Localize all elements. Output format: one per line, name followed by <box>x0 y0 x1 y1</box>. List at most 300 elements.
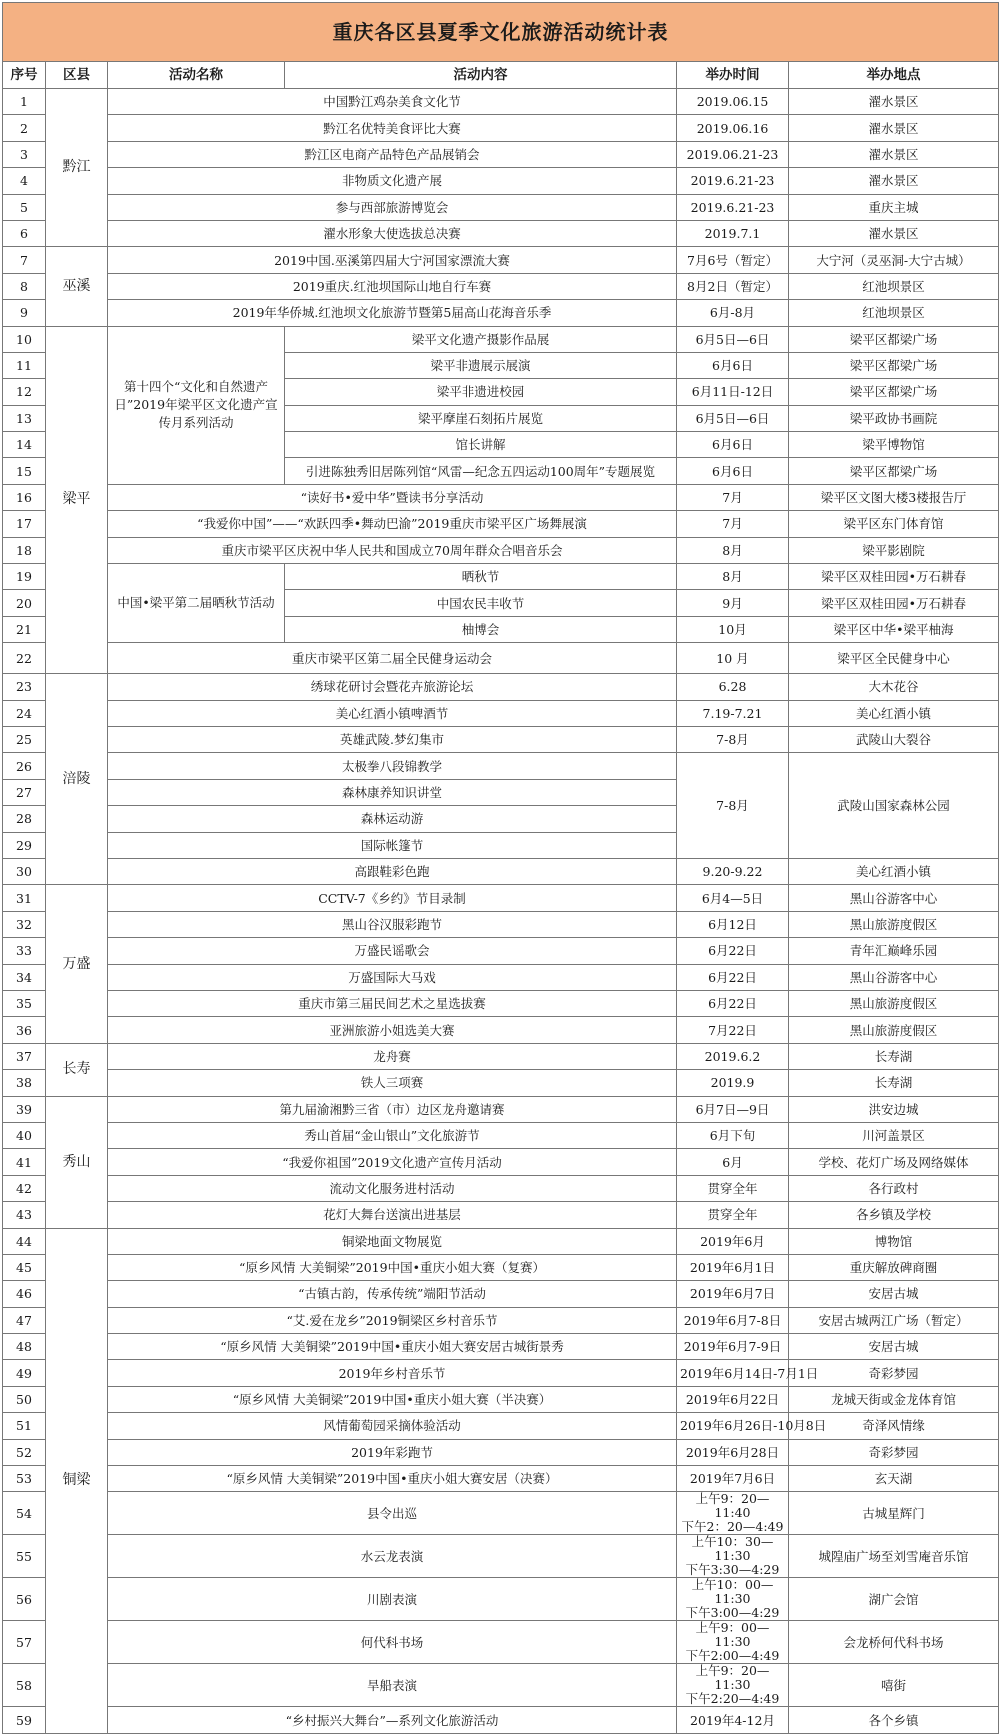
activity-time: 9月 <box>677 590 789 616</box>
activity-place: 长寿湖 <box>789 1070 999 1096</box>
activity-content: 何代科书场 <box>108 1621 677 1664</box>
table-title: 重庆各区县夏季文化旅游活动统计表 <box>3 3 999 62</box>
activity-place: 各乡镇及学校 <box>789 1202 999 1228</box>
activity-content: 流动文化服务进村活动 <box>108 1175 677 1201</box>
activity-place: 武陵山国家森林公园 <box>789 753 999 859</box>
row-number: 24 <box>3 700 46 726</box>
row-number: 46 <box>3 1281 46 1307</box>
activity-place: 玄天湖 <box>789 1466 999 1492</box>
activity-place: 梁平博物馆 <box>789 432 999 458</box>
activity-time: 7-8月 <box>677 726 789 752</box>
table-row <box>3 1254 999 1280</box>
table-row <box>3 1439 999 1465</box>
district-changshou: 长寿 <box>46 1043 108 1096</box>
activity-place: 川河盖景区 <box>789 1122 999 1148</box>
table-row <box>3 115 999 141</box>
activity-place: 长寿湖 <box>789 1043 999 1069</box>
table-row <box>3 1175 999 1201</box>
activity-place: 黑山旅游度假区 <box>789 991 999 1017</box>
row-number: 31 <box>3 885 46 911</box>
activity-content: 柚博会 <box>285 616 677 642</box>
activity-place: 安居古城两江广场（暂定） <box>789 1307 999 1333</box>
activity-time: 2019年6月22日 <box>677 1386 789 1412</box>
row-number: 33 <box>3 938 46 964</box>
activity-time: 2019年6月7-8日 <box>677 1307 789 1333</box>
activity-time: 2019年6月7日 <box>677 1281 789 1307</box>
activity-time: 10 月 <box>677 643 789 674</box>
activity-content: 重庆市梁平区第二届全民健身运动会 <box>108 643 677 674</box>
activity-content: 重庆市第三届民间艺术之星选拔赛 <box>108 991 677 1017</box>
activity-place: 龙城天街或金龙体育馆 <box>789 1386 999 1412</box>
header-name: 活动名称 <box>108 62 285 89</box>
activity-time: 7月 <box>677 484 789 510</box>
table-row <box>3 141 999 167</box>
row-number: 52 <box>3 1439 46 1465</box>
activity-content: 参与西部旅游博览会 <box>108 194 677 220</box>
activity-place: 濯水景区 <box>789 141 999 167</box>
activity-time: 2019年6月28日 <box>677 1439 789 1465</box>
row-number: 54 <box>3 1492 46 1535</box>
table-row <box>3 911 999 937</box>
row-number: 16 <box>3 484 46 510</box>
activity-place: 红池坝景区 <box>789 273 999 299</box>
activity-place: 濯水景区 <box>789 168 999 194</box>
activity-content: 龙舟赛 <box>108 1043 677 1069</box>
table-row <box>3 1707 999 1733</box>
activity-place: 重庆主城 <box>789 194 999 220</box>
activity-place: 湖广会馆 <box>789 1578 999 1621</box>
activity-content: 县令出巡 <box>108 1492 677 1535</box>
table-row <box>3 1122 999 1148</box>
activity-time: 6月下旬 <box>677 1122 789 1148</box>
activity-place: 重庆解放碑商圈 <box>789 1254 999 1280</box>
table-row <box>3 674 999 700</box>
row-number: 5 <box>3 194 46 220</box>
row-number: 42 <box>3 1175 46 1201</box>
activity-place: 博物馆 <box>789 1228 999 1254</box>
table-row <box>3 1360 999 1386</box>
row-number: 56 <box>3 1578 46 1621</box>
activity-group-name: 第十四个“文化和自然遗产日”2019年梁平区文化遗产宣传月系列活动 <box>108 326 285 484</box>
activity-time: 2019年4-12月 <box>677 1707 789 1733</box>
activity-place: 奇泽风情缘 <box>789 1413 999 1439</box>
activity-time: 6.28 <box>677 674 789 700</box>
table-row <box>3 220 999 246</box>
table-row <box>3 273 999 299</box>
row-number: 43 <box>3 1202 46 1228</box>
activity-time: 8月2日（暂定） <box>677 273 789 299</box>
activity-time <box>677 1578 789 1621</box>
activity-place: 黑山旅游度假区 <box>789 1017 999 1043</box>
activity-content: 国际帐篷节 <box>108 832 677 858</box>
time-afternoon: 下午2:20—4:49 <box>685 1691 780 1707</box>
activity-time: 6月22日 <box>677 938 789 964</box>
table-row <box>3 1413 999 1439</box>
row-number: 13 <box>3 405 46 431</box>
activity-time: 7-8月 <box>677 753 789 859</box>
table-row <box>3 1492 999 1535</box>
row-number: 23 <box>3 674 46 700</box>
activity-place: 梁平区中华•梁平柚海 <box>789 616 999 642</box>
activity-time <box>677 1492 789 1535</box>
activity-time <box>677 1621 789 1664</box>
activity-time: 2019.7.1 <box>677 220 789 246</box>
activity-time: 2019.06.15 <box>677 89 789 115</box>
activity-time: 6月6日 <box>677 432 789 458</box>
activity-time: 10月 <box>677 616 789 642</box>
time-morning: 上午9：20—11:40 <box>695 1491 770 1521</box>
activity-place: 梁平影剧院 <box>789 537 999 563</box>
row-number: 49 <box>3 1360 46 1386</box>
district-wansheng: 万盛 <box>46 885 108 1043</box>
table-row <box>3 1334 999 1360</box>
activity-time: 2019年6月1日 <box>677 1254 789 1280</box>
activity-place: 梁平区都梁广场 <box>789 458 999 484</box>
activity-content: 梁平摩崖石刻拓片展览 <box>285 405 677 431</box>
row-number: 39 <box>3 1096 46 1122</box>
activity-content: 川剧表演 <box>108 1578 677 1621</box>
activity-place: 各行政村 <box>789 1175 999 1201</box>
activity-time: 6月6日 <box>677 458 789 484</box>
table-row <box>3 1017 999 1043</box>
table-row <box>3 168 999 194</box>
table-row <box>3 326 999 352</box>
time-morning: 上午10：00—11:30 <box>691 1577 774 1607</box>
activity-place: 大木花谷 <box>789 674 999 700</box>
activity-place: 濯水景区 <box>789 89 999 115</box>
activity-content: 铜梁地面文物展览 <box>108 1228 677 1254</box>
district-qianjiang: 黔江 <box>46 89 108 247</box>
activity-place: 梁平区都梁广场 <box>789 379 999 405</box>
header-no: 序号 <box>3 62 46 89</box>
row-number: 28 <box>3 806 46 832</box>
activity-content: 2019年乡村音乐节 <box>108 1360 677 1386</box>
activity-place: 濯水景区 <box>789 220 999 246</box>
activity-content: 中国农民丰收节 <box>285 590 677 616</box>
row-number: 22 <box>3 643 46 674</box>
row-number: 18 <box>3 537 46 563</box>
activity-place: 武陵山大裂谷 <box>789 726 999 752</box>
activity-time: 2019.9 <box>677 1070 789 1096</box>
activity-time: 2019年6月26日-10月8日 <box>677 1413 789 1439</box>
activity-place: 梁平区双桂田园•万石耕春 <box>789 564 999 590</box>
activity-place: 洪安边城 <box>789 1096 999 1122</box>
table-row <box>3 1202 999 1228</box>
activity-time: 6月5日—6日 <box>677 405 789 431</box>
activity-content: 高跟鞋彩色跑 <box>108 858 677 885</box>
row-number: 38 <box>3 1070 46 1096</box>
activity-content: 美心红酒小镇啤酒节 <box>108 700 677 726</box>
activity-time: 6月22日 <box>677 964 789 990</box>
time-morning: 上午9：20—11:30 <box>695 1663 770 1693</box>
activity-content: “古镇古韵，传承传统”端阳节活动 <box>108 1281 677 1307</box>
table-row <box>3 885 999 911</box>
activity-content: “乡村振兴大舞台”—系列文化旅游活动 <box>108 1707 677 1733</box>
activity-content: 馆长讲解 <box>285 432 677 458</box>
activity-content: 2019年华侨城.红池坝文化旅游节暨第5届高山花海音乐季 <box>108 300 677 326</box>
activity-time: 2019年6月7-9日 <box>677 1334 789 1360</box>
activity-group-name: 中国•梁平第二届晒秋节活动 <box>108 564 285 643</box>
row-number: 20 <box>3 590 46 616</box>
row-number: 17 <box>3 511 46 537</box>
table-row <box>3 858 999 885</box>
row-number: 10 <box>3 326 46 352</box>
activity-place: 濯水景区 <box>789 115 999 141</box>
row-number: 50 <box>3 1386 46 1412</box>
row-number: 59 <box>3 1707 46 1733</box>
activity-time: 7.19-7.21 <box>677 700 789 726</box>
activity-content: “原乡风情 大美铜梁”2019中国•重庆小姐大赛（复赛） <box>108 1254 677 1280</box>
activity-content: 濯水形象大使选拔总决赛 <box>108 220 677 246</box>
activity-content: “我爱你中国”——“欢跃四季•舞动巴渝”2019重庆市梁平区广场舞展演 <box>108 511 677 537</box>
row-number: 2 <box>3 115 46 141</box>
table-row <box>3 247 999 273</box>
activity-content: CCTV-7《乡约》节目录制 <box>108 885 677 911</box>
activity-time: 2019.6.2 <box>677 1043 789 1069</box>
table-row <box>3 991 999 1017</box>
activity-place: 嘻街 <box>789 1664 999 1707</box>
activity-content: 梁平非遗展示展演 <box>285 352 677 378</box>
table-row <box>3 700 999 726</box>
table-row <box>3 89 999 115</box>
activity-content: 引进陈独秀旧居陈列馆“风雷—纪念五四运动100周年”专题展览 <box>285 458 677 484</box>
activity-content: “我爱你祖国”2019文化遗产宣传月活动 <box>108 1149 677 1175</box>
activity-place: 黑山谷游客中心 <box>789 885 999 911</box>
activity-time: 8月 <box>677 537 789 563</box>
activity-content: “艾.爱在龙乡”2019铜梁区乡村音乐节 <box>108 1307 677 1333</box>
activity-place: 梁平区文图大楼3楼报告厅 <box>789 484 999 510</box>
activity-content: 晒秋节 <box>285 564 677 590</box>
activity-time: 6月12日 <box>677 911 789 937</box>
district-fuling: 涪陵 <box>46 674 108 885</box>
activity-time: 2019.6.21-23 <box>677 194 789 220</box>
row-number: 32 <box>3 911 46 937</box>
header-time: 举办时间 <box>677 62 789 89</box>
header-place: 举办地点 <box>789 62 999 89</box>
activity-time: 9.20-9.22 <box>677 858 789 885</box>
activity-content: 亚洲旅游小姐选美大赛 <box>108 1017 677 1043</box>
activity-time <box>677 1664 789 1707</box>
row-number: 25 <box>3 726 46 752</box>
row-number: 11 <box>3 352 46 378</box>
activity-content: 梁平文化遗产摄影作品展 <box>285 326 677 352</box>
table-row <box>3 1043 999 1069</box>
activity-place: 安居古城 <box>789 1334 999 1360</box>
activity-content: 非物质文化遗产展 <box>108 168 677 194</box>
table-row <box>3 753 999 779</box>
row-number: 48 <box>3 1334 46 1360</box>
table-row <box>3 1578 999 1621</box>
row-number: 45 <box>3 1254 46 1280</box>
activity-content: 黔江区电商产品特色产品展销会 <box>108 141 677 167</box>
activity-time: 6月22日 <box>677 991 789 1017</box>
activity-content: 太极拳八段锦教学 <box>108 753 677 779</box>
activity-content: 2019重庆.红池坝国际山地自行车赛 <box>108 273 677 299</box>
row-number: 8 <box>3 273 46 299</box>
header-row <box>3 62 999 89</box>
row-number: 27 <box>3 779 46 805</box>
activity-table <box>2 2 999 1734</box>
activity-place: 学校、花灯广场及网络媒体 <box>789 1149 999 1175</box>
time-morning: 上午10：30—11:30 <box>691 1534 774 1564</box>
table-row <box>3 1535 999 1578</box>
activity-time: 贯穿全年 <box>677 1202 789 1228</box>
activity-time: 6月7日—9日 <box>677 1096 789 1122</box>
activity-content: 万盛民谣歌会 <box>108 938 677 964</box>
activity-content: 黔江名优特美食评比大赛 <box>108 115 677 141</box>
activity-place: 黑山谷游客中心 <box>789 964 999 990</box>
row-number: 30 <box>3 858 46 885</box>
row-number: 41 <box>3 1149 46 1175</box>
time-morning: 上午9：00—11:30 <box>695 1620 770 1650</box>
header-content: 活动内容 <box>285 62 677 89</box>
table-row <box>3 1664 999 1707</box>
row-number: 4 <box>3 168 46 194</box>
activity-content: “原乡风情 大美铜梁”2019中国•重庆小姐大赛安居（决赛） <box>108 1466 677 1492</box>
row-number: 1 <box>3 89 46 115</box>
row-number: 58 <box>3 1664 46 1707</box>
activity-content: “读好书•爱中华”暨读书分享活动 <box>108 484 677 510</box>
activity-time: 6月5日—6日 <box>677 326 789 352</box>
activity-time: 贯穿全年 <box>677 1175 789 1201</box>
time-afternoon: 下午3:30—4:29 <box>685 1562 780 1578</box>
activity-content: 旱船表演 <box>108 1664 677 1707</box>
row-number: 34 <box>3 964 46 990</box>
row-number: 3 <box>3 141 46 167</box>
activity-place: 奇彩梦园 <box>789 1439 999 1465</box>
activity-place: 梁平区双桂田园•万石耕春 <box>789 590 999 616</box>
activity-content: 森林运动游 <box>108 806 677 832</box>
activity-place: 各个乡镇 <box>789 1707 999 1733</box>
activity-time: 2019.6.21-23 <box>677 168 789 194</box>
row-number: 36 <box>3 1017 46 1043</box>
activity-place: 大宁河（灵巫洞-大宁古城） <box>789 247 999 273</box>
row-number: 9 <box>3 300 46 326</box>
activity-place: 梁平区都梁广场 <box>789 326 999 352</box>
table-row <box>3 564 999 590</box>
table-row <box>3 194 999 220</box>
row-number: 40 <box>3 1122 46 1148</box>
activity-place: 红池坝景区 <box>789 300 999 326</box>
row-number: 15 <box>3 458 46 484</box>
activity-content: 重庆市梁平区庆祝中华人民共和国成立70周年群众合唱音乐会 <box>108 537 677 563</box>
activity-content: 绣球花研讨会暨花卉旅游论坛 <box>108 674 677 700</box>
activity-place: 梁平区都梁广场 <box>789 352 999 378</box>
activity-time: 6月6日 <box>677 352 789 378</box>
activity-place: 梁平区全民健身中心 <box>789 643 999 674</box>
row-number: 55 <box>3 1535 46 1578</box>
activity-content: 万盛国际大马戏 <box>108 964 677 990</box>
district-tongliang: 铜梁 <box>46 1228 108 1733</box>
time-afternoon: 下午2:00—4:49 <box>685 1648 780 1664</box>
activity-place: 梁平区东门体育馆 <box>789 511 999 537</box>
activity-content: 中国黔江鸡杂美食文化节 <box>108 89 677 115</box>
table-row <box>3 300 999 326</box>
activity-content: 森林康养知识讲堂 <box>108 779 677 805</box>
table-row <box>3 1281 999 1307</box>
row-number: 12 <box>3 379 46 405</box>
table-row <box>3 511 999 537</box>
table-row <box>3 1621 999 1664</box>
activity-time: 6月-8月 <box>677 300 789 326</box>
activity-place: 美心红酒小镇 <box>789 858 999 885</box>
table-row <box>3 964 999 990</box>
activity-content: “原乡风情 大美铜梁”2019中国•重庆小姐大赛（半决赛） <box>108 1386 677 1412</box>
activity-time: 2019年6月14日-7月1日 <box>677 1360 789 1386</box>
district-xiushan: 秀山 <box>46 1096 108 1228</box>
row-number: 51 <box>3 1413 46 1439</box>
activity-content: 黑山谷汉服彩跑节 <box>108 911 677 937</box>
activity-place: 会龙桥何代科书场 <box>789 1621 999 1664</box>
activity-time: 2019年7月6日 <box>677 1466 789 1492</box>
activity-place: 安居古城 <box>789 1281 999 1307</box>
row-number: 29 <box>3 832 46 858</box>
table-row <box>3 1149 999 1175</box>
row-number: 19 <box>3 564 46 590</box>
table-row <box>3 1228 999 1254</box>
activity-content: 第九届渝湘黔三省（市）边区龙舟邀请赛 <box>108 1096 677 1122</box>
activity-time: 2019.06.16 <box>677 115 789 141</box>
row-number: 21 <box>3 616 46 642</box>
activity-content: 秀山首届“金山银山”文化旅游节 <box>108 1122 677 1148</box>
table-row <box>3 726 999 752</box>
activity-time: 6月4—5日 <box>677 885 789 911</box>
activity-place: 黑山旅游度假区 <box>789 911 999 937</box>
row-number: 26 <box>3 753 46 779</box>
table-row <box>3 1070 999 1096</box>
activity-content: 风情葡萄园采摘体验活动 <box>108 1413 677 1439</box>
activity-time: 8月 <box>677 564 789 590</box>
activity-content: 2019年彩跑节 <box>108 1439 677 1465</box>
activity-time: 2019.06.21-23 <box>677 141 789 167</box>
row-number: 6 <box>3 220 46 246</box>
table-row <box>3 1307 999 1333</box>
row-number: 57 <box>3 1621 46 1664</box>
row-number: 35 <box>3 991 46 1017</box>
row-number: 7 <box>3 247 46 273</box>
table-row <box>3 537 999 563</box>
activity-time: 7月6号（暂定） <box>677 247 789 273</box>
activity-place: 青年汇巅峰乐园 <box>789 938 999 964</box>
activity-time: 6月11日-12日 <box>677 379 789 405</box>
activity-time <box>677 1535 789 1578</box>
table-row <box>3 1096 999 1122</box>
activity-content: 铁人三项赛 <box>108 1070 677 1096</box>
activity-time: 7月 <box>677 511 789 537</box>
district-wuxi: 巫溪 <box>46 247 108 326</box>
activity-content: 水云龙表演 <box>108 1535 677 1578</box>
header-district: 区县 <box>46 62 108 89</box>
activity-place: 古城星辉门 <box>789 1492 999 1535</box>
activity-content: 梁平非遗进校园 <box>285 379 677 405</box>
activity-time: 2019年6月 <box>677 1228 789 1254</box>
table-row <box>3 484 999 510</box>
table-row <box>3 938 999 964</box>
district-liangping: 梁平 <box>46 326 108 674</box>
activity-content: 2019中国.巫溪第四届大宁河国家漂流大赛 <box>108 247 677 273</box>
row-number: 44 <box>3 1228 46 1254</box>
row-number: 53 <box>3 1466 46 1492</box>
activity-time: 7月22日 <box>677 1017 789 1043</box>
activity-content: “原乡风情 大美铜梁”2019中国•重庆小姐大赛安居古城街景秀 <box>108 1334 677 1360</box>
activity-place: 城隍庙广场至刘雪庵音乐馆 <box>789 1535 999 1578</box>
activity-place: 梁平政协书画院 <box>789 405 999 431</box>
activity-time: 6月 <box>677 1149 789 1175</box>
activity-content: 英雄武陵.梦幻集市 <box>108 726 677 752</box>
activity-content: 花灯大舞台送演出进基层 <box>108 1202 677 1228</box>
activity-place: 奇彩梦园 <box>789 1360 999 1386</box>
row-number: 14 <box>3 432 46 458</box>
